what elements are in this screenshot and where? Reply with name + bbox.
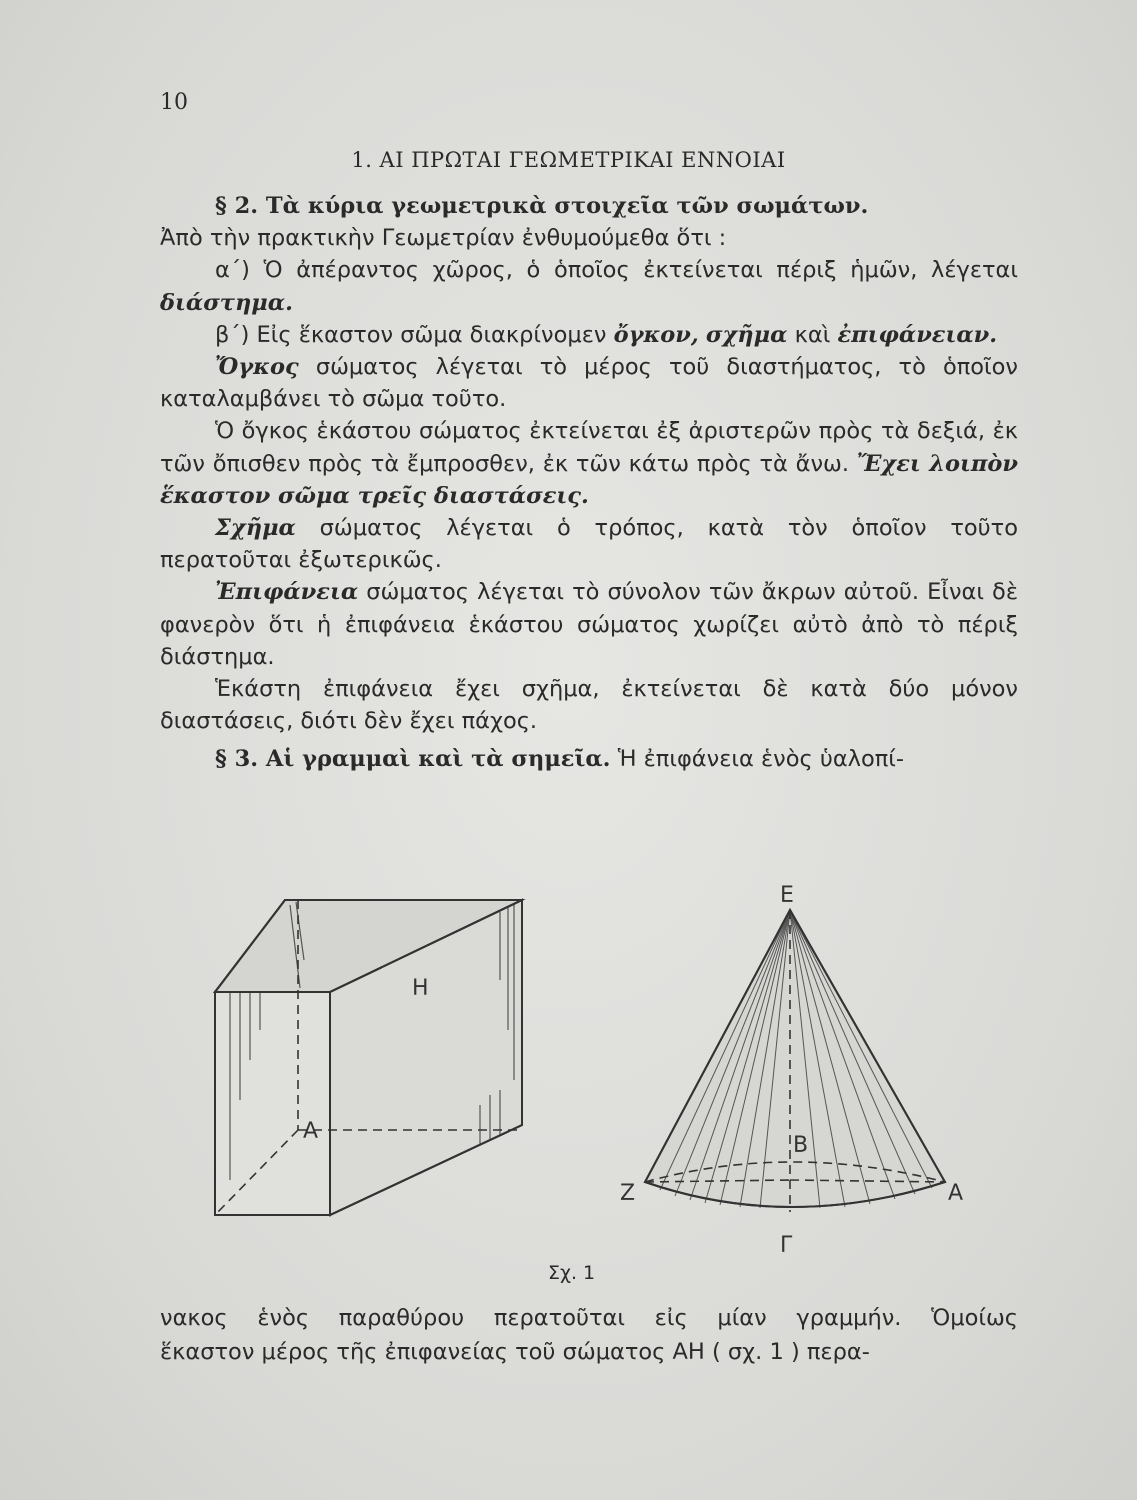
body-text <box>160 190 1018 776</box>
continuation-text <box>160 1301 1018 1369</box>
term-schema-def: Σχῆμα <box>215 515 296 542</box>
para-volume-text: σώματος λέγεται τὸ μέρος τοῦ διαστήματος, τὸ ὁποῖον καταλαμβάνει τὸ σῶμα τοῦτο. <box>160 354 1018 413</box>
chapter-title: 1. ΑΙ ΠΡΩΤΑΙ ΓΕΩΜΕΤΡΙΚΑΙ ΕΝΝΟΙΑΙ <box>351 148 786 172</box>
cone-label-e: Ε <box>780 883 794 908</box>
term-three-dimensions: Ἔχει λοιπὸν ἕκαστον σῶμα τρεῖς διαστάσεις. <box>160 450 1018 509</box>
term-schema: σχῆμα <box>705 321 788 348</box>
cube-figure <box>215 900 522 1215</box>
intro-para <box>160 222 1018 254</box>
continuation-line-2: ἕκαστον μέρος τῆς ἐπιφανείας τοῦ σώματος ΑΗ ( σχ. 1 ) περα- <box>160 1339 870 1365</box>
para-two-dimensions-text: Ἑκάστη ἐπιφάνεια ἔχει σχῆμα, ἐκτείνεται δὲ κατὰ δύο μόνον διαστάσεις, διότι δὲν ἔχει πάχος. <box>160 676 1018 735</box>
page-number: 10 <box>160 90 188 115</box>
cube-label-a: Α <box>303 1119 319 1144</box>
term-diastema: διάστημα. <box>160 289 293 316</box>
figure-1 <box>200 880 1000 1258</box>
para-a-text: α΄) Ὁ ἀπέραντος χῶρος, ὁ ὁποῖος ἐκτείνεται πέριξ ἡμῶν, λέγεται <box>215 257 1018 284</box>
figure-caption: Σχ. 1 <box>548 1262 596 1284</box>
para-shape-text: σώματος λέγεται ὁ τρόπος, κατὰ τὸν ὁποῖον τοῦτο περατοῦται ἐξωτερικῶς. <box>160 515 1018 574</box>
cone-label-b: Β <box>793 1133 809 1158</box>
continuation-line-1: νακος ἑνὸς παραθύρου περατοῦται εἰς μίαν γραμμήν. Ὁμοίως <box>160 1305 1018 1331</box>
para-shape <box>160 512 1018 576</box>
para-a <box>160 254 1018 318</box>
term-epiphaneian: ἐπιφάνειαν. <box>837 321 998 348</box>
para-two-dimensions <box>160 673 1018 737</box>
para-surface <box>160 576 1018 673</box>
cone-figure <box>645 910 945 1212</box>
term-onkon: ὄγκον, <box>613 321 699 348</box>
section-3-para <box>160 743 1018 775</box>
para-surface-text: σώματος λέγεται τὸ σύνολον τῶν ἄκρων αὐτοῦ. Εἶναι δὲ φανερὸν ὅτι ἡ ἐπιφάνεια ἑκάστου σώματος χωρίζει αὐτὸ ἀπὸ τὸ πέριξ διάστημα. <box>160 579 1018 670</box>
intro-text: Ἀπὸ τὴν πρακτικὴν Γεωμετρίαν ἐνθυμούμεθα ὅτι : <box>160 225 727 252</box>
section-2-heading: § 2. Τὰ κύρια γεωμετρικὰ στοιχεῖα τῶν σωμάτων. <box>215 193 869 219</box>
cone-label-g: Γ <box>780 1233 793 1258</box>
term-onkos: Ὄγκος <box>215 354 299 381</box>
para-b <box>160 319 1018 351</box>
section-2-heading-para <box>160 190 1018 222</box>
para-extent-text: Ὁ ὄγκος ἑκάστου σώματος ἐκτείνεται ἐξ ἀριστερῶν πρὸς τὰ δεξιά, ἐκ τῶν ὄπισθεν πρὸς τὰ ἔμπροσθεν, ἐκ τῶν κάτω πρὸς τὰ ἄνω. <box>160 418 1018 477</box>
para-b-and: καὶ <box>794 321 831 348</box>
para-b-text: β΄) Εἰς ἕκαστον σῶμα διακρίνομεν <box>215 321 607 348</box>
cone-label-a: Α <box>948 1181 964 1206</box>
section-3-text: Ἡ ἐπιφάνεια ἑνὸς ὑαλοπί- <box>617 746 905 773</box>
cube-label-h: Η <box>412 976 429 1001</box>
para-extent <box>160 415 1018 512</box>
section-3-heading: § 3. Αἱ γραμμαὶ καὶ τὰ σημεῖα. <box>215 746 611 773</box>
term-epiphaneia: Ἐπιφάνεια <box>215 579 359 606</box>
para-volume <box>160 351 1018 415</box>
cone-label-z: Ζ <box>620 1181 636 1206</box>
